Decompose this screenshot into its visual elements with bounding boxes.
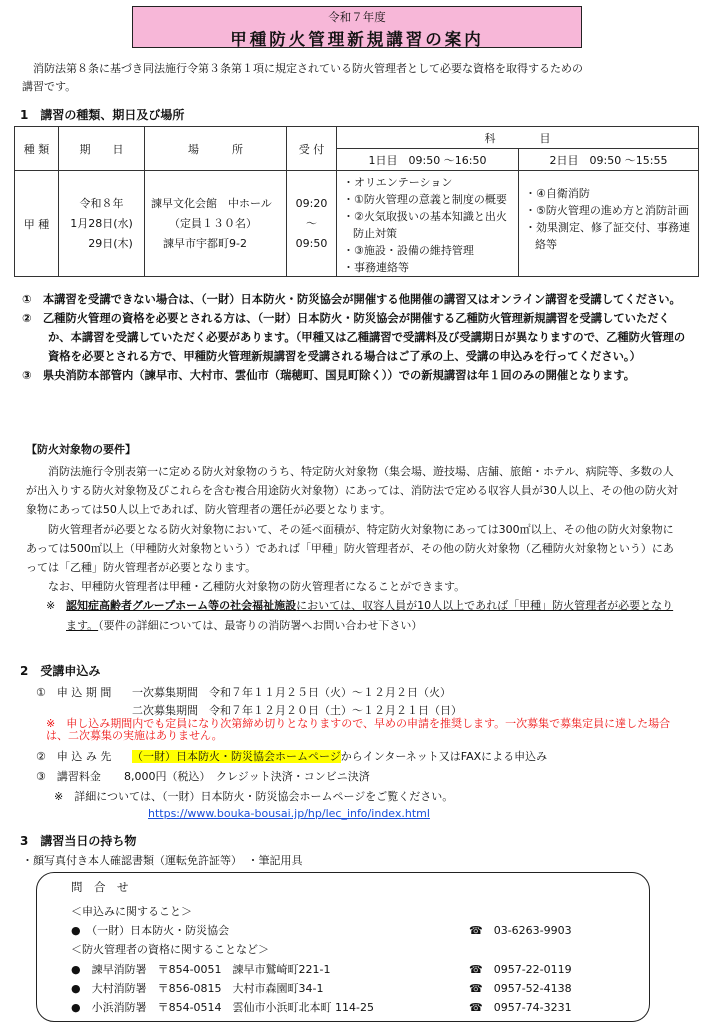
period-label: ① 申 込 期 間 [36, 686, 112, 699]
requirement-text [26, 462, 682, 635]
belongings: ・顔写真付き本人確認書類（運転免許証等） ・筆記用具 [22, 854, 303, 867]
reception-tilde: ～ [306, 216, 317, 230]
date-cell [59, 171, 145, 277]
day1-item: ・③施設・設備の維持管理 [343, 244, 474, 257]
destination-highlight: （一財）日本防火・防災協会ホームページ [132, 750, 341, 763]
day2-subjects [519, 171, 699, 277]
station-isahaya-tel: ☎ 0957-22-0119 [469, 963, 572, 976]
note-2: ② 乙種防火管理の資格を必要とされる方は、（一財）日本防火・防災協会が開催する乙種防火管理新規講習を受講していただくか、本講習を受講していただく必要があります。（甲種又は乙種講習で受講料及び受講期日が異なりますので、乙種防火管理の資格を必要とされる方で、甲種防火管理新規講習を受講される場合はご了承の上、受講の申込みを行ってください。） [22, 312, 686, 363]
note-mark: ※ [46, 599, 56, 613]
title-year: 令和７年度 [328, 10, 386, 24]
station-obama: ● 小浜消防署 〒854-0514 雲仙市小浜町北本町 114-25 [71, 1001, 375, 1014]
date-day2: 29日(木) [88, 236, 133, 250]
section2-heading: 2 受講申込み [20, 664, 101, 678]
head-date: 期 日 [59, 127, 145, 171]
period-first: 一次募集期間 令和７年１１月２５日（火）～１２月２日（火） [132, 686, 451, 699]
destination [132, 748, 547, 764]
requirement-p3: なお、甲種防火管理者は甲種・乙種防火対象物の防火管理者になることができます。 [48, 580, 466, 594]
destination-label: ② 申 込 み 先 [36, 750, 112, 763]
schedule-table [14, 126, 699, 277]
note-tail: （要件の詳細については、最寄りの消防署へお問い合わせ下さい） [98, 618, 423, 632]
intro-line-2: 講習です。 [22, 80, 77, 93]
note-1: ① 本講習を受講できない場合は、（一財）日本防火・防災協会が開催する他開催の講習又はオンライン講習を受講してください。 [22, 293, 681, 306]
kind-cell: 甲 種 [15, 171, 59, 277]
period-second: 二次募集期間 令和７年１２月２０日（土）～１２月２１日（日） [132, 704, 462, 717]
day2-head: 2日目 09:50 ～15:55 [519, 149, 699, 171]
contact-org-tel: ☎ 03-6263-9903 [469, 924, 572, 937]
day1-item: ・②火気取扱いの基本知識と出火防止対策 [343, 210, 507, 240]
contact-org: ● （一財）日本防火・防災協会 [71, 924, 230, 937]
day1-item: ・①防火管理の意義と制度の概要 [343, 193, 507, 206]
contact-sub-apply: ＜申込みに関すること＞ [71, 905, 192, 918]
note-3: ③ 県央消防本部管内（諫早市、大村市、雲仙市（瑞穂町、国見町除く））での新規講習は年１回のみの開催となります。 [22, 369, 636, 382]
info-link[interactable]: https://www.bouka-bousai.jp/hp/lec_info/index.html [148, 807, 430, 820]
requirement-p1: 消防法施行令別表第一に定める防火対象物のうち、特定防火対象物（集会場、遊技場、店舗、旅館・ホテル、病院等、多数の人が出入りする防火対象物及びこれらを含む複合用途防火対象物）にあっては、消防法で定める収容人員が30人以上、その他の防火対象物にあっては50人以上であれば、防火管理者の選任が必要となります。 [26, 465, 678, 517]
contact-title: 問 合 せ [71, 880, 129, 894]
intro-text [22, 60, 682, 96]
day1-subjects [337, 171, 519, 277]
detail-note: ※ 詳細については、（一財）日本防火・防災協会ホームページをご覧ください。 [54, 790, 454, 803]
section3-heading: 3 講習当日の持ち物 [20, 834, 137, 848]
reception-cell [287, 171, 337, 277]
page-title: 甲種防火管理新規講習の案内 [230, 30, 484, 49]
date-day1: 1月28日(水) [70, 216, 133, 230]
head-place: 場 所 [145, 127, 287, 171]
station-obama-tel: ☎ 0957-74-3231 [469, 1001, 572, 1014]
requirement-p2: 防火管理者が必要となる防火対象物において、その延べ面積が、特定防火対象物にあっては300㎡以上、その他の防火対象物にあっては500㎡以上（甲種防火対象物という）であれば「甲種」防火管理者が、その他の防火対象物（乙種防火対象物という）にあっては「乙種」防火管理者が必要となります。 [26, 522, 674, 575]
deadline-warning: ※ 申し込み期間内でも定員になり次第締め切りとなりますので、早めの申請を推奨します。一次募集で募集定員に達した場合は、二次募集の実施はありません。 [46, 717, 671, 742]
fee-label: ③ 講習料金 [36, 770, 101, 783]
intro-line-1: 消防法第８条に基づき同法施行令第３条第１項に規定されている防火管理者として必要な資格を取得するための [33, 62, 583, 75]
title-box [132, 6, 582, 48]
place-address: 諫早市宇都町9-2 [163, 236, 247, 250]
day2-item: ・④自衛消防 [525, 187, 590, 200]
station-omura: ● 大村消防署 〒856-0815 大村市森園町34-1 [71, 982, 324, 995]
fee-value: 8,000円（税込） クレジット決済・コンビニ決済 [124, 770, 370, 783]
place-capacity: （定員１３０名） [169, 216, 257, 230]
head-subject: 科 目 [337, 127, 699, 149]
head-reception: 受 付 [287, 127, 337, 171]
note-bold: 認知症高齢者グループホーム等の社会福祉施設 [66, 599, 297, 613]
place-venue: 諫早文化会館 中ホール [151, 196, 272, 210]
day2-item: ・効果測定、修了証交付、事務連絡等 [525, 221, 690, 251]
place-cell [145, 171, 287, 277]
date-year: 令和８年 [79, 196, 124, 210]
reception-end: 09:50 [295, 236, 328, 250]
day1-item: ・オリエンテーション [343, 176, 453, 189]
contact-box [36, 872, 650, 1022]
note-underline: においては、収容人員が10人以上であれば「甲種」防火管理者が必要となります。 [66, 599, 674, 632]
contact-sub-qualification: ＜防火管理者の資格に関することなど＞ [71, 943, 269, 956]
station-omura-tel: ☎ 0957-52-4138 [469, 982, 572, 995]
reception-start: 09:20 [295, 196, 328, 210]
destination-rest: からインターネット又はFAXによる申込み [340, 750, 548, 763]
section1-heading: 1 講習の種類、期日及び場所 [20, 108, 185, 122]
requirement-note [26, 596, 682, 634]
notes [22, 290, 692, 385]
requirement-heading: 【防火対象物の要件】 [26, 443, 136, 456]
day1-item: ・事務連絡等 [343, 261, 409, 274]
day2-item: ・⑤防火管理の進め方と消防計画 [525, 204, 689, 217]
head-kind: 種 類 [15, 127, 59, 171]
day1-head: 1日目 09:50 ～16:50 [337, 149, 519, 171]
station-isahaya: ● 諫早消防署 〒854-0051 諫早市鷲崎町221-1 [71, 963, 331, 976]
